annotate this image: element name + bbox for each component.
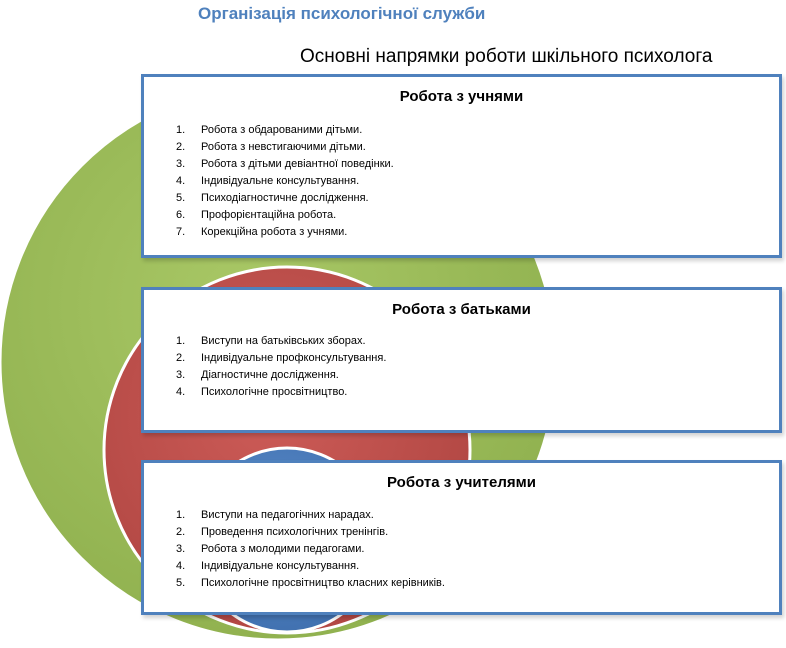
list-item: 2. Індивідуальне профконсультування. [176, 352, 387, 364]
panel-heading-parents: Робота з батьками [392, 301, 531, 318]
list-item: 1. Виступи на педагогічних нарадах. [176, 509, 374, 521]
panel-heading-teachers: Робота з учителями [387, 474, 536, 491]
list-parents [176, 333, 386, 401]
list-item: 6. Профорієнтаційна робота. [176, 209, 337, 221]
list-item: 4. Індивідуальне консультування. [176, 175, 360, 187]
list-item: 5. Психодіагностичне дослідження. [176, 192, 369, 204]
panel-parents [141, 287, 782, 433]
list-teachers [176, 507, 445, 592]
panel-heading-students: Робота з учнями [399, 88, 524, 105]
list-item: 3. Робота з молодими педагогами. [176, 543, 365, 555]
list-item: 2. Проведення психологічних тренінгів. [176, 526, 389, 538]
panel-students [141, 74, 782, 258]
panel-teachers [141, 460, 782, 615]
list-item: 3. Робота з дітьми девіантної поведінки. [176, 158, 394, 170]
list-item: 3. Діагностичне дослідження. [176, 369, 339, 381]
list-item: 5. Психологічне просвітництво класних керівників. [176, 577, 445, 589]
list-item: 4. Індивідуальне консультування. [176, 560, 360, 572]
list-item: 7. Корекційна робота з учнями. [176, 226, 348, 238]
list-item: 2. Робота з невстигаючими дітьми. [176, 141, 366, 153]
list-students [176, 122, 394, 241]
page-title: Організація психологічної служби [198, 4, 486, 23]
diagram-subtitle: Основні напрямки роботи шкільного психолога [300, 46, 713, 67]
list-item: 1. Робота з обдарованими дітьми. [176, 124, 363, 136]
list-item: 4. Психологічне просвітництво. [176, 386, 348, 398]
list-item: 1. Виступи на батьківських зборах. [176, 335, 366, 347]
